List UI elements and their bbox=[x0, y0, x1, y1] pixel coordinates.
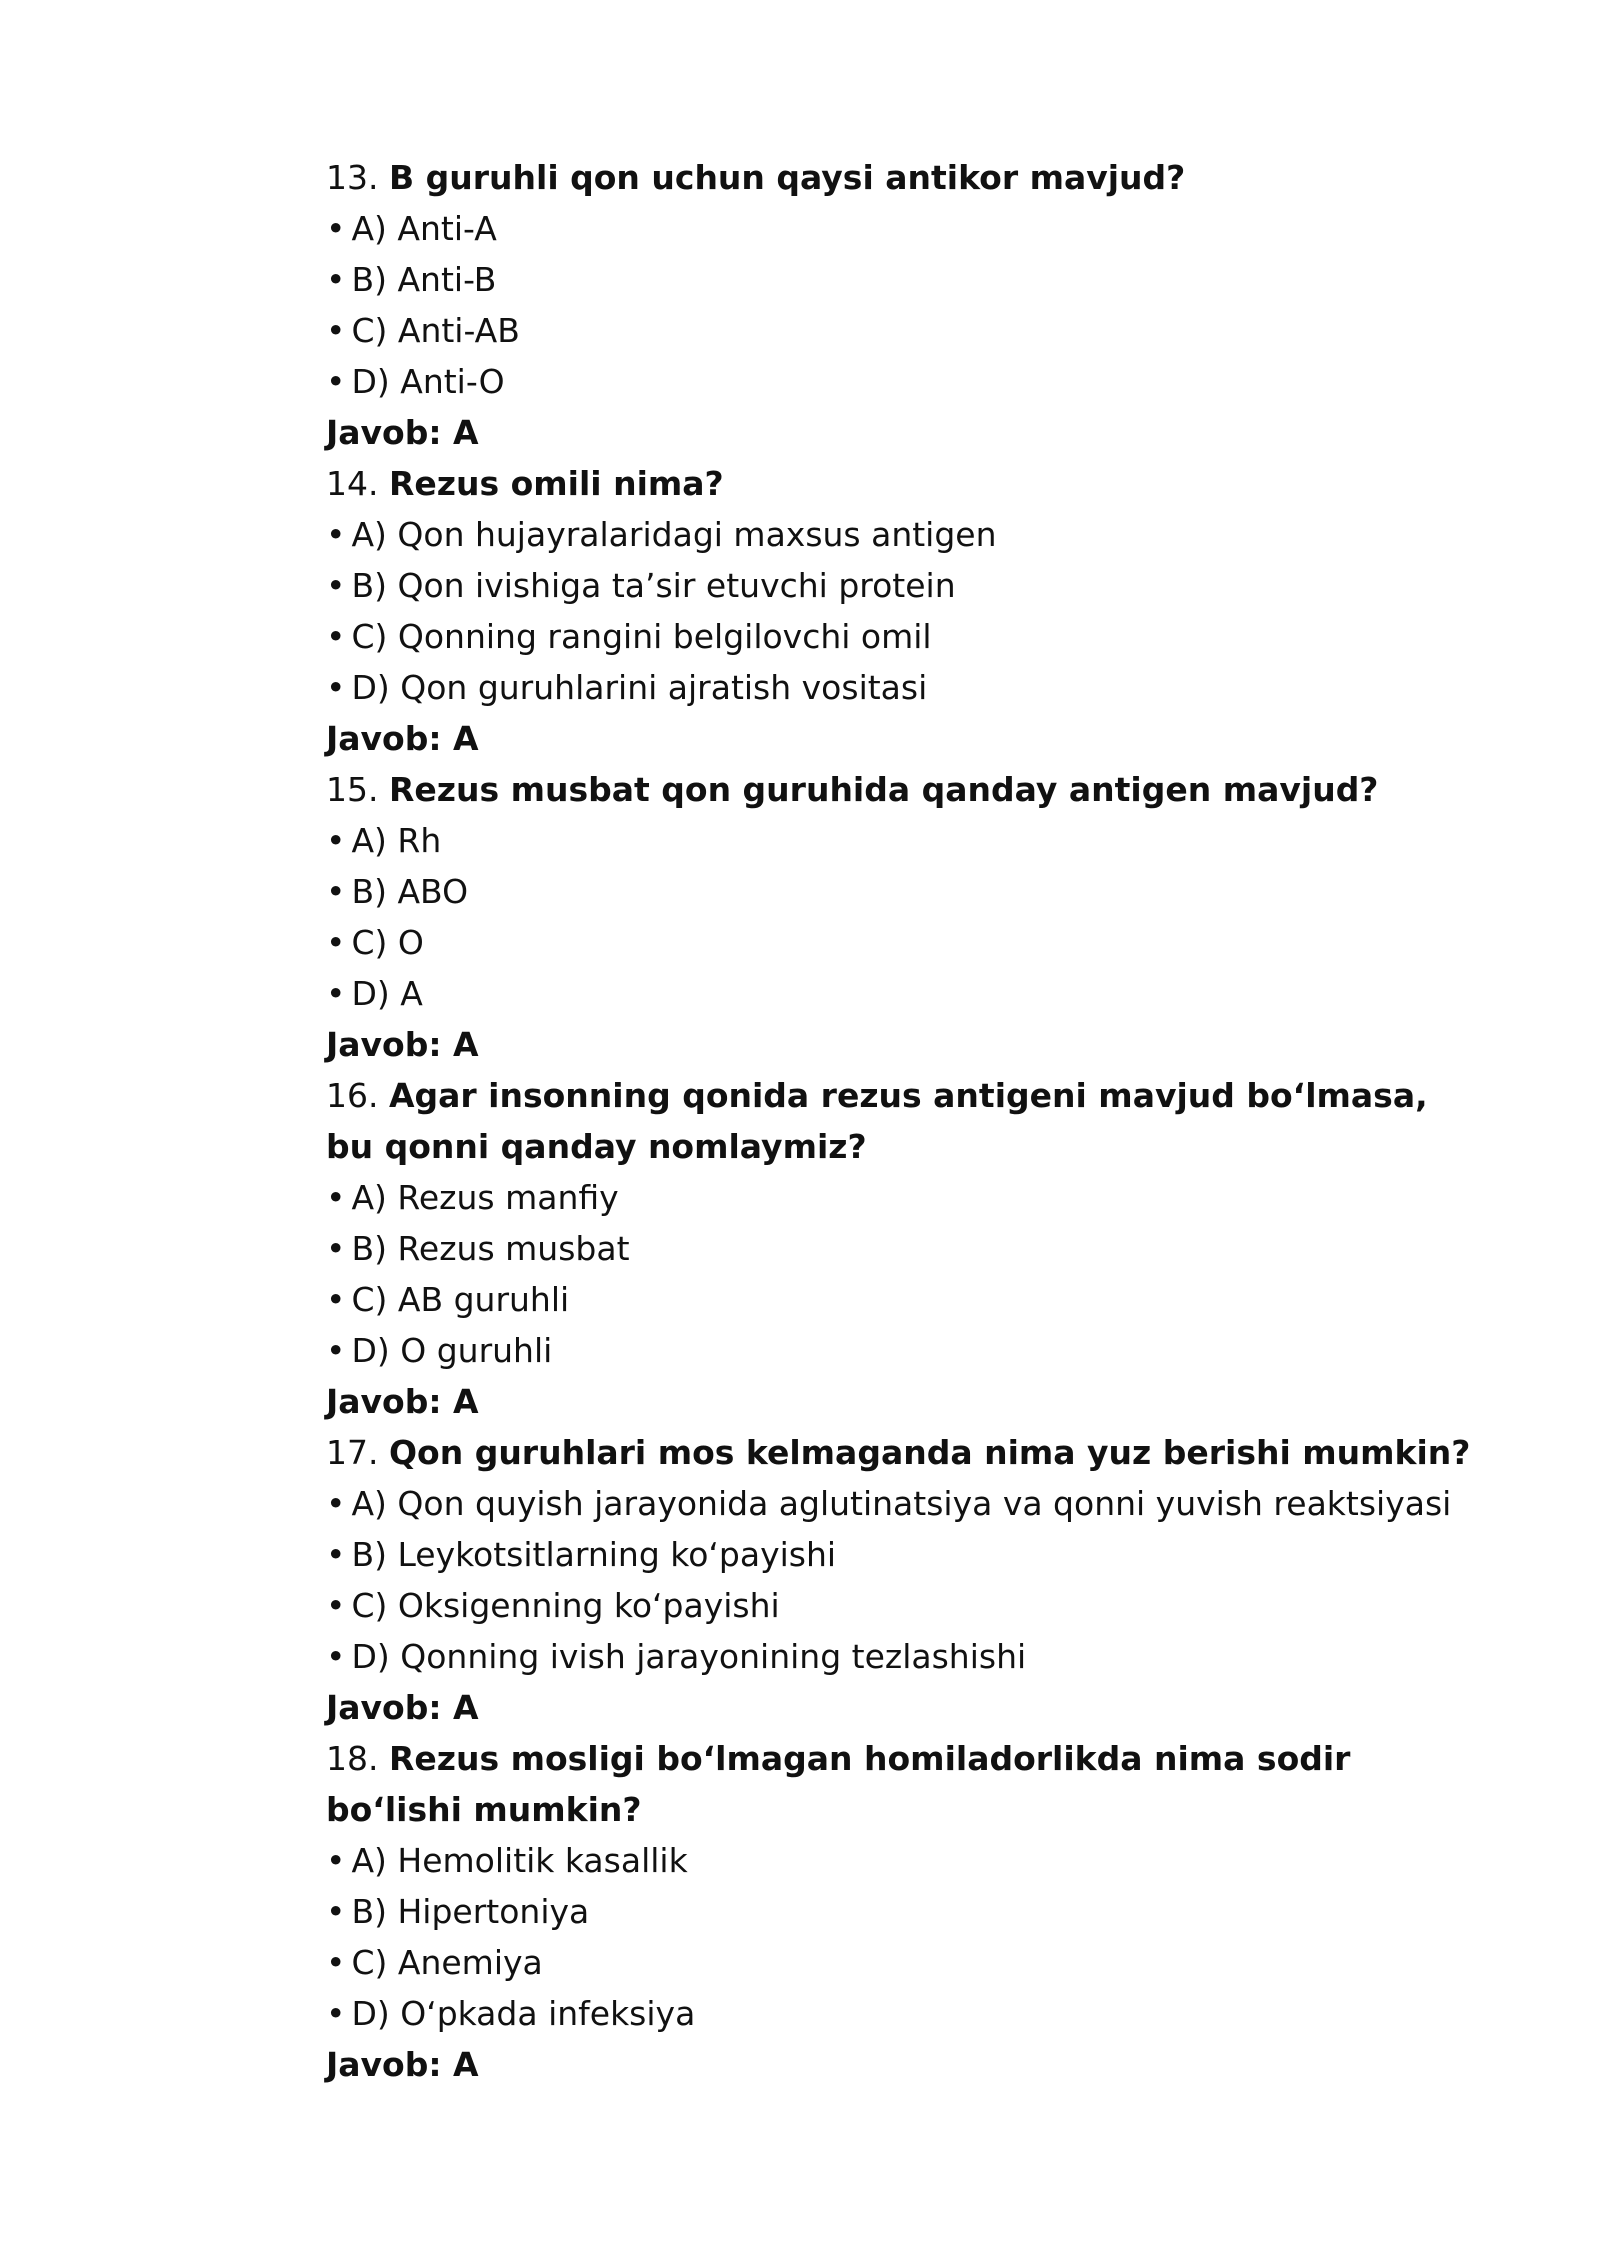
option-item bbox=[326, 203, 1476, 254]
question-line bbox=[326, 1070, 1476, 1172]
option-text: B) Hipertoniya bbox=[351, 1892, 590, 1931]
option-item bbox=[326, 1988, 1476, 2039]
bullet-icon: • bbox=[326, 1586, 346, 1625]
answer-line: Javob: A bbox=[326, 413, 479, 452]
bullet-icon: • bbox=[326, 668, 346, 707]
question-line bbox=[326, 764, 1476, 815]
question-list bbox=[326, 152, 1476, 2090]
option-text: C) Anti-AB bbox=[351, 311, 520, 350]
bullet-icon: • bbox=[326, 1229, 346, 1268]
option-item bbox=[326, 1325, 1476, 1376]
option-text: D) Oʻpkada infeksiya bbox=[351, 1994, 696, 2033]
option-text: C) O bbox=[351, 923, 424, 962]
bullet-icon: • bbox=[326, 1331, 346, 1370]
option-item bbox=[326, 1937, 1476, 1988]
question-text: Rezus omili nima? bbox=[388, 464, 724, 503]
option-text: A) Anti-A bbox=[351, 209, 497, 248]
question-line bbox=[326, 1733, 1476, 1835]
option-text: C) AB guruhli bbox=[351, 1280, 570, 1319]
question-text: Rezus musbat qon guruhida qanday antigen mavjud? bbox=[388, 770, 1379, 809]
question-number: 15. bbox=[326, 770, 379, 809]
option-text: B) Qon ivishiga ta’sir etuvchi protein bbox=[351, 566, 956, 605]
question-block bbox=[326, 764, 1476, 1070]
bullet-icon: • bbox=[326, 209, 346, 248]
question-block bbox=[326, 152, 1476, 458]
option-item bbox=[326, 1223, 1476, 1274]
bullet-icon: • bbox=[326, 617, 346, 656]
bullet-icon: • bbox=[326, 1178, 346, 1217]
question-text: B guruhli qon uchun qaysi antikor mavjud? bbox=[388, 158, 1186, 197]
option-item bbox=[326, 1886, 1476, 1937]
bullet-icon: • bbox=[326, 260, 346, 299]
question-line bbox=[326, 458, 1476, 509]
answer-line: Javob: A bbox=[326, 1688, 479, 1727]
option-item bbox=[326, 509, 1476, 560]
question-block bbox=[326, 1733, 1476, 2090]
bullet-icon: • bbox=[326, 362, 346, 401]
option-item bbox=[326, 1835, 1476, 1886]
option-item bbox=[326, 611, 1476, 662]
bullet-icon: • bbox=[326, 1280, 346, 1319]
option-item bbox=[326, 968, 1476, 1019]
option-item bbox=[326, 1529, 1476, 1580]
question-block bbox=[326, 1070, 1476, 1427]
option-item bbox=[326, 356, 1476, 407]
option-text: C) Qonning rangini belgilovchi omil bbox=[351, 617, 932, 656]
option-item bbox=[326, 560, 1476, 611]
option-item bbox=[326, 254, 1476, 305]
bullet-icon: • bbox=[326, 974, 346, 1013]
option-text: B) Leykotsitlarning koʻpayishi bbox=[351, 1535, 837, 1574]
option-item bbox=[326, 662, 1476, 713]
answer-line: Javob: A bbox=[326, 1025, 479, 1064]
option-text: B) Rezus musbat bbox=[351, 1229, 630, 1268]
bullet-icon: • bbox=[326, 566, 346, 605]
answer-line: Javob: A bbox=[326, 719, 479, 758]
question-block bbox=[326, 458, 1476, 764]
bullet-icon: • bbox=[326, 1841, 346, 1880]
bullet-icon: • bbox=[326, 1637, 346, 1676]
bullet-icon: • bbox=[326, 1535, 346, 1574]
option-text: B) Anti-B bbox=[351, 260, 497, 299]
option-text: A) Rh bbox=[351, 821, 442, 860]
option-text: A) Hemolitik kasallik bbox=[351, 1841, 688, 1880]
bullet-icon: • bbox=[326, 1484, 346, 1523]
option-text: C) Oksigenning koʻpayishi bbox=[351, 1586, 780, 1625]
option-text: C) Anemiya bbox=[351, 1943, 543, 1982]
question-block bbox=[326, 1427, 1476, 1733]
option-item bbox=[326, 815, 1476, 866]
option-text: B) ABO bbox=[351, 872, 469, 911]
option-text: D) Qonning ivish jarayonining tezlashishi bbox=[351, 1637, 1027, 1676]
answer-line: Javob: A bbox=[326, 2045, 479, 2084]
option-text: A) Rezus manfiy bbox=[351, 1178, 619, 1217]
option-text: D) Qon guruhlarini ajratish vositasi bbox=[351, 668, 928, 707]
option-text: D) O guruhli bbox=[351, 1331, 553, 1370]
bullet-icon: • bbox=[326, 821, 346, 860]
option-item bbox=[326, 866, 1476, 917]
answer-line: Javob: A bbox=[326, 1382, 479, 1421]
option-item bbox=[326, 1580, 1476, 1631]
question-text: Rezus mosligi boʻlmagan homiladorlikda nima sodir boʻlishi mumkin? bbox=[326, 1739, 1351, 1829]
question-number: 14. bbox=[326, 464, 379, 503]
bullet-icon: • bbox=[326, 1994, 346, 2033]
option-text: D) A bbox=[351, 974, 423, 1013]
bullet-icon: • bbox=[326, 311, 346, 350]
bullet-icon: • bbox=[326, 515, 346, 554]
option-item bbox=[326, 1631, 1476, 1682]
option-text: A) Qon hujayralaridagi maxsus antigen bbox=[351, 515, 997, 554]
option-item bbox=[326, 1478, 1476, 1529]
question-text: Qon guruhlari mos kelmaganda nima yuz berishi mumkin? bbox=[388, 1433, 1471, 1472]
bullet-icon: • bbox=[326, 923, 346, 962]
question-line bbox=[326, 1427, 1476, 1478]
option-text: A) Qon quyish jarayonida aglutinatsiya va qonni yuvish reaktsiyasi bbox=[351, 1484, 1452, 1523]
bullet-icon: • bbox=[326, 1943, 346, 1982]
question-line bbox=[326, 152, 1476, 203]
bullet-icon: • bbox=[326, 1892, 346, 1931]
question-text: Agar insonning qonida rezus antigeni mavjud boʻlmasa, bu qonni qanday nomlaymiz? bbox=[326, 1076, 1428, 1166]
question-number: 16. bbox=[326, 1076, 379, 1115]
option-item bbox=[326, 305, 1476, 356]
option-text: D) Anti-O bbox=[351, 362, 505, 401]
option-item bbox=[326, 1172, 1476, 1223]
option-item bbox=[326, 917, 1476, 968]
question-number: 13. bbox=[326, 158, 379, 197]
question-number: 17. bbox=[326, 1433, 379, 1472]
bullet-icon: • bbox=[326, 872, 346, 911]
option-item bbox=[326, 1274, 1476, 1325]
question-number: 18. bbox=[326, 1739, 379, 1778]
